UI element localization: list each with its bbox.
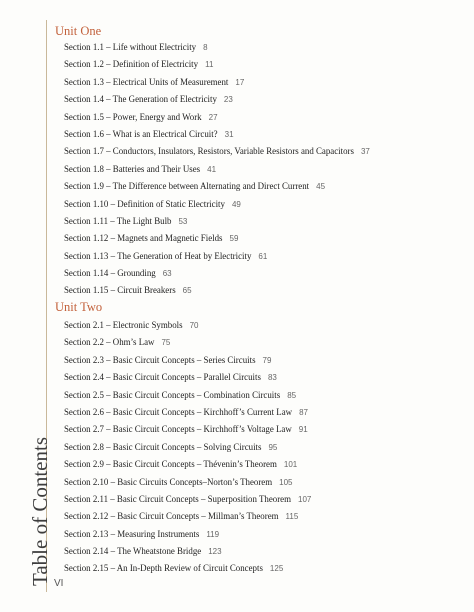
toc-entry-page-number: 17 bbox=[235, 77, 245, 87]
toc-entry-title: Section 1.4 – The Generation of Electricity bbox=[64, 94, 217, 105]
toc-entry[interactable] bbox=[64, 230, 370, 247]
unit-two-section-list bbox=[64, 317, 311, 578]
toc-entry[interactable] bbox=[64, 317, 311, 334]
toc-entry-title: Section 2.11 – Basic Circuit Concepts – Superposition Theorem bbox=[64, 493, 292, 504]
toc-entry[interactable] bbox=[64, 404, 311, 421]
toc-entry-page-number: 119 bbox=[206, 529, 220, 539]
toc-entry[interactable] bbox=[64, 161, 370, 178]
toc-entry-page-number: 75 bbox=[161, 338, 171, 348]
toc-entry[interactable] bbox=[64, 196, 370, 213]
toc-entry-title: Section 2.5 – Basic Circuit Concepts – Combination Circuits bbox=[64, 389, 281, 400]
toc-entry-page-number: 107 bbox=[298, 494, 312, 504]
toc-entry[interactable] bbox=[64, 56, 370, 73]
toc-entry[interactable] bbox=[64, 491, 311, 508]
side-title: Table of Contents bbox=[28, 437, 52, 586]
toc-entry-page-number: 70 bbox=[189, 321, 199, 330]
toc-entry-title: Section 2.9 – Basic Circuit Concepts – Thévenin’s Theorem bbox=[64, 459, 277, 470]
toc-entry[interactable] bbox=[64, 282, 370, 299]
toc-entry-page-number: 85 bbox=[287, 390, 297, 400]
toc-entry-page-number: 105 bbox=[279, 477, 293, 487]
toc-entry[interactable] bbox=[64, 439, 311, 456]
toc-entry-page-number: 115 bbox=[285, 512, 299, 522]
toc-entry[interactable] bbox=[64, 126, 370, 143]
toc-entry-page-number: 87 bbox=[299, 407, 308, 417]
toc-entry-title: Section 1.14 – Grounding bbox=[64, 268, 156, 279]
toc-entry[interactable] bbox=[64, 334, 311, 351]
toc-entry[interactable] bbox=[64, 91, 370, 108]
toc-entry[interactable] bbox=[64, 265, 370, 282]
toc-entry[interactable] bbox=[64, 387, 311, 404]
toc-entry[interactable] bbox=[64, 178, 370, 195]
toc-entry-title: Section 1.10 – Definition of Static Electricity bbox=[64, 198, 225, 209]
toc-entry[interactable] bbox=[64, 39, 370, 56]
toc-entry-title: Section 2.2 – Ohm’s Law bbox=[64, 337, 155, 348]
toc-entry[interactable] bbox=[64, 508, 311, 525]
toc-entry-page-number: 41 bbox=[207, 164, 217, 174]
toc-entry-title: Section 1.6 – What is an Electrical Circuit? bbox=[64, 128, 218, 139]
toc-entry-page-number: 59 bbox=[229, 234, 239, 244]
toc-entry[interactable] bbox=[64, 213, 370, 230]
page-number: VI bbox=[54, 578, 64, 589]
toc-entry-title: Section 1.2 – Definition of Electricity bbox=[64, 59, 199, 70]
toc-entry-page-number: 91 bbox=[298, 425, 308, 435]
toc-entry-title: Section 2.12 – Basic Circuit Concepts – Millman’s Theorem bbox=[64, 511, 279, 522]
toc-entry-title: Section 1.7 – Conductors, Insulators, Resistors, Variable Resistors and Capacitors bbox=[64, 146, 354, 157]
toc-entry[interactable] bbox=[64, 560, 311, 577]
toc-entry-title: Section 2.10 – Basic Circuits Concepts–Norton’s Theorem bbox=[64, 476, 273, 487]
toc-entry[interactable] bbox=[64, 526, 311, 543]
unit-two-heading: Unit Two bbox=[55, 300, 103, 314]
toc-entry-page-number: 53 bbox=[178, 216, 188, 226]
toc-entry[interactable] bbox=[64, 74, 370, 91]
toc-entry-page-number: 125 bbox=[269, 564, 284, 574]
toc-entry-page-number: 31 bbox=[224, 129, 234, 139]
toc-entry[interactable] bbox=[64, 248, 370, 265]
toc-entry-page-number: 79 bbox=[262, 355, 272, 365]
toc-entry-title: Section 2.4 – Basic Circuit Concepts – Parallel Circuits bbox=[64, 372, 261, 383]
toc-entry-page-number: 123 bbox=[208, 547, 222, 557]
toc-entry[interactable] bbox=[64, 474, 311, 491]
toc-entry-title: Section 1.12 – Magnets and Magnetic Fields bbox=[64, 233, 223, 244]
toc-entry[interactable] bbox=[64, 421, 311, 438]
toc-entry-title: Section 2.15 – An In-Depth Review of Circuit Concepts bbox=[64, 563, 263, 574]
unit-one-section-list bbox=[64, 39, 370, 300]
unit-one-heading: Unit One bbox=[55, 24, 102, 38]
toc-entry[interactable] bbox=[64, 352, 311, 369]
toc-entry[interactable] bbox=[64, 369, 311, 386]
toc-entry-page-number: 61 bbox=[258, 251, 268, 261]
toc-entry-page-number: 37 bbox=[360, 147, 370, 157]
toc-entry-title: Section 1.1 – Life without Electricity bbox=[64, 42, 197, 52]
toc-entry[interactable] bbox=[64, 456, 311, 473]
toc-entry-page-number: 23 bbox=[223, 95, 233, 105]
toc-entry-page-number: 95 bbox=[268, 442, 278, 452]
toc-entry-title: Section 2.3 – Basic Circuit Concepts – Series Circuits bbox=[64, 354, 256, 365]
toc-entry-page-number: 65 bbox=[182, 286, 192, 296]
toc-entry-page-number: 49 bbox=[231, 199, 241, 209]
toc-entry-title: Section 2.8 – Basic Circuit Concepts – Solving Circuits bbox=[64, 441, 262, 452]
toc-entry-page-number: 45 bbox=[316, 182, 326, 192]
side-title-container bbox=[8, 437, 52, 586]
toc-entry-title: Section 2.14 – The Wheatstone Bridge bbox=[64, 546, 202, 557]
toc-entry[interactable] bbox=[64, 109, 370, 126]
toc-entry-title: Section 2.13 – Measuring Instruments bbox=[64, 528, 200, 539]
toc-entry-title: Section 1.5 – Power, Energy and Work bbox=[64, 111, 202, 122]
toc-entry-page-number: 101 bbox=[283, 460, 298, 470]
toc-entry-title: Section 2.6 – Basic Circuit Concepts – Kirchhoff’s Current Law bbox=[64, 406, 293, 417]
toc-entry-title: Section 1.15 – Circuit Breakers bbox=[64, 285, 176, 296]
toc-entry-title: Section 1.8 – Batteries and Their Uses bbox=[64, 163, 201, 174]
toc-entry-title: Section 1.9 – The Difference between Alternating and Direct Current bbox=[64, 181, 310, 192]
toc-entry-page-number: 27 bbox=[208, 112, 218, 122]
toc-entry-title: Section 1.13 – The Generation of Heat by Electricity bbox=[64, 250, 252, 261]
toc-entry-page-number: 63 bbox=[162, 269, 172, 279]
toc-entry-title: Section 2.1 – Electronic Symbols bbox=[64, 320, 183, 330]
toc-entry-title: Section 1.3 – Electrical Units of Measurement bbox=[64, 76, 229, 87]
toc-entry[interactable] bbox=[64, 543, 311, 560]
toc-entry[interactable] bbox=[64, 143, 370, 160]
toc-entry-page-number: 11 bbox=[205, 60, 214, 70]
toc-entry-page-number: 83 bbox=[267, 373, 277, 383]
toc-entry-title: Section 2.7 – Basic Circuit Concepts – Kirchhoff’s Voltage Law bbox=[64, 424, 292, 435]
toc-entry-title: Section 1.11 – The Light Bulb bbox=[64, 215, 172, 226]
toc-entry-page-number: 8 bbox=[203, 43, 208, 52]
